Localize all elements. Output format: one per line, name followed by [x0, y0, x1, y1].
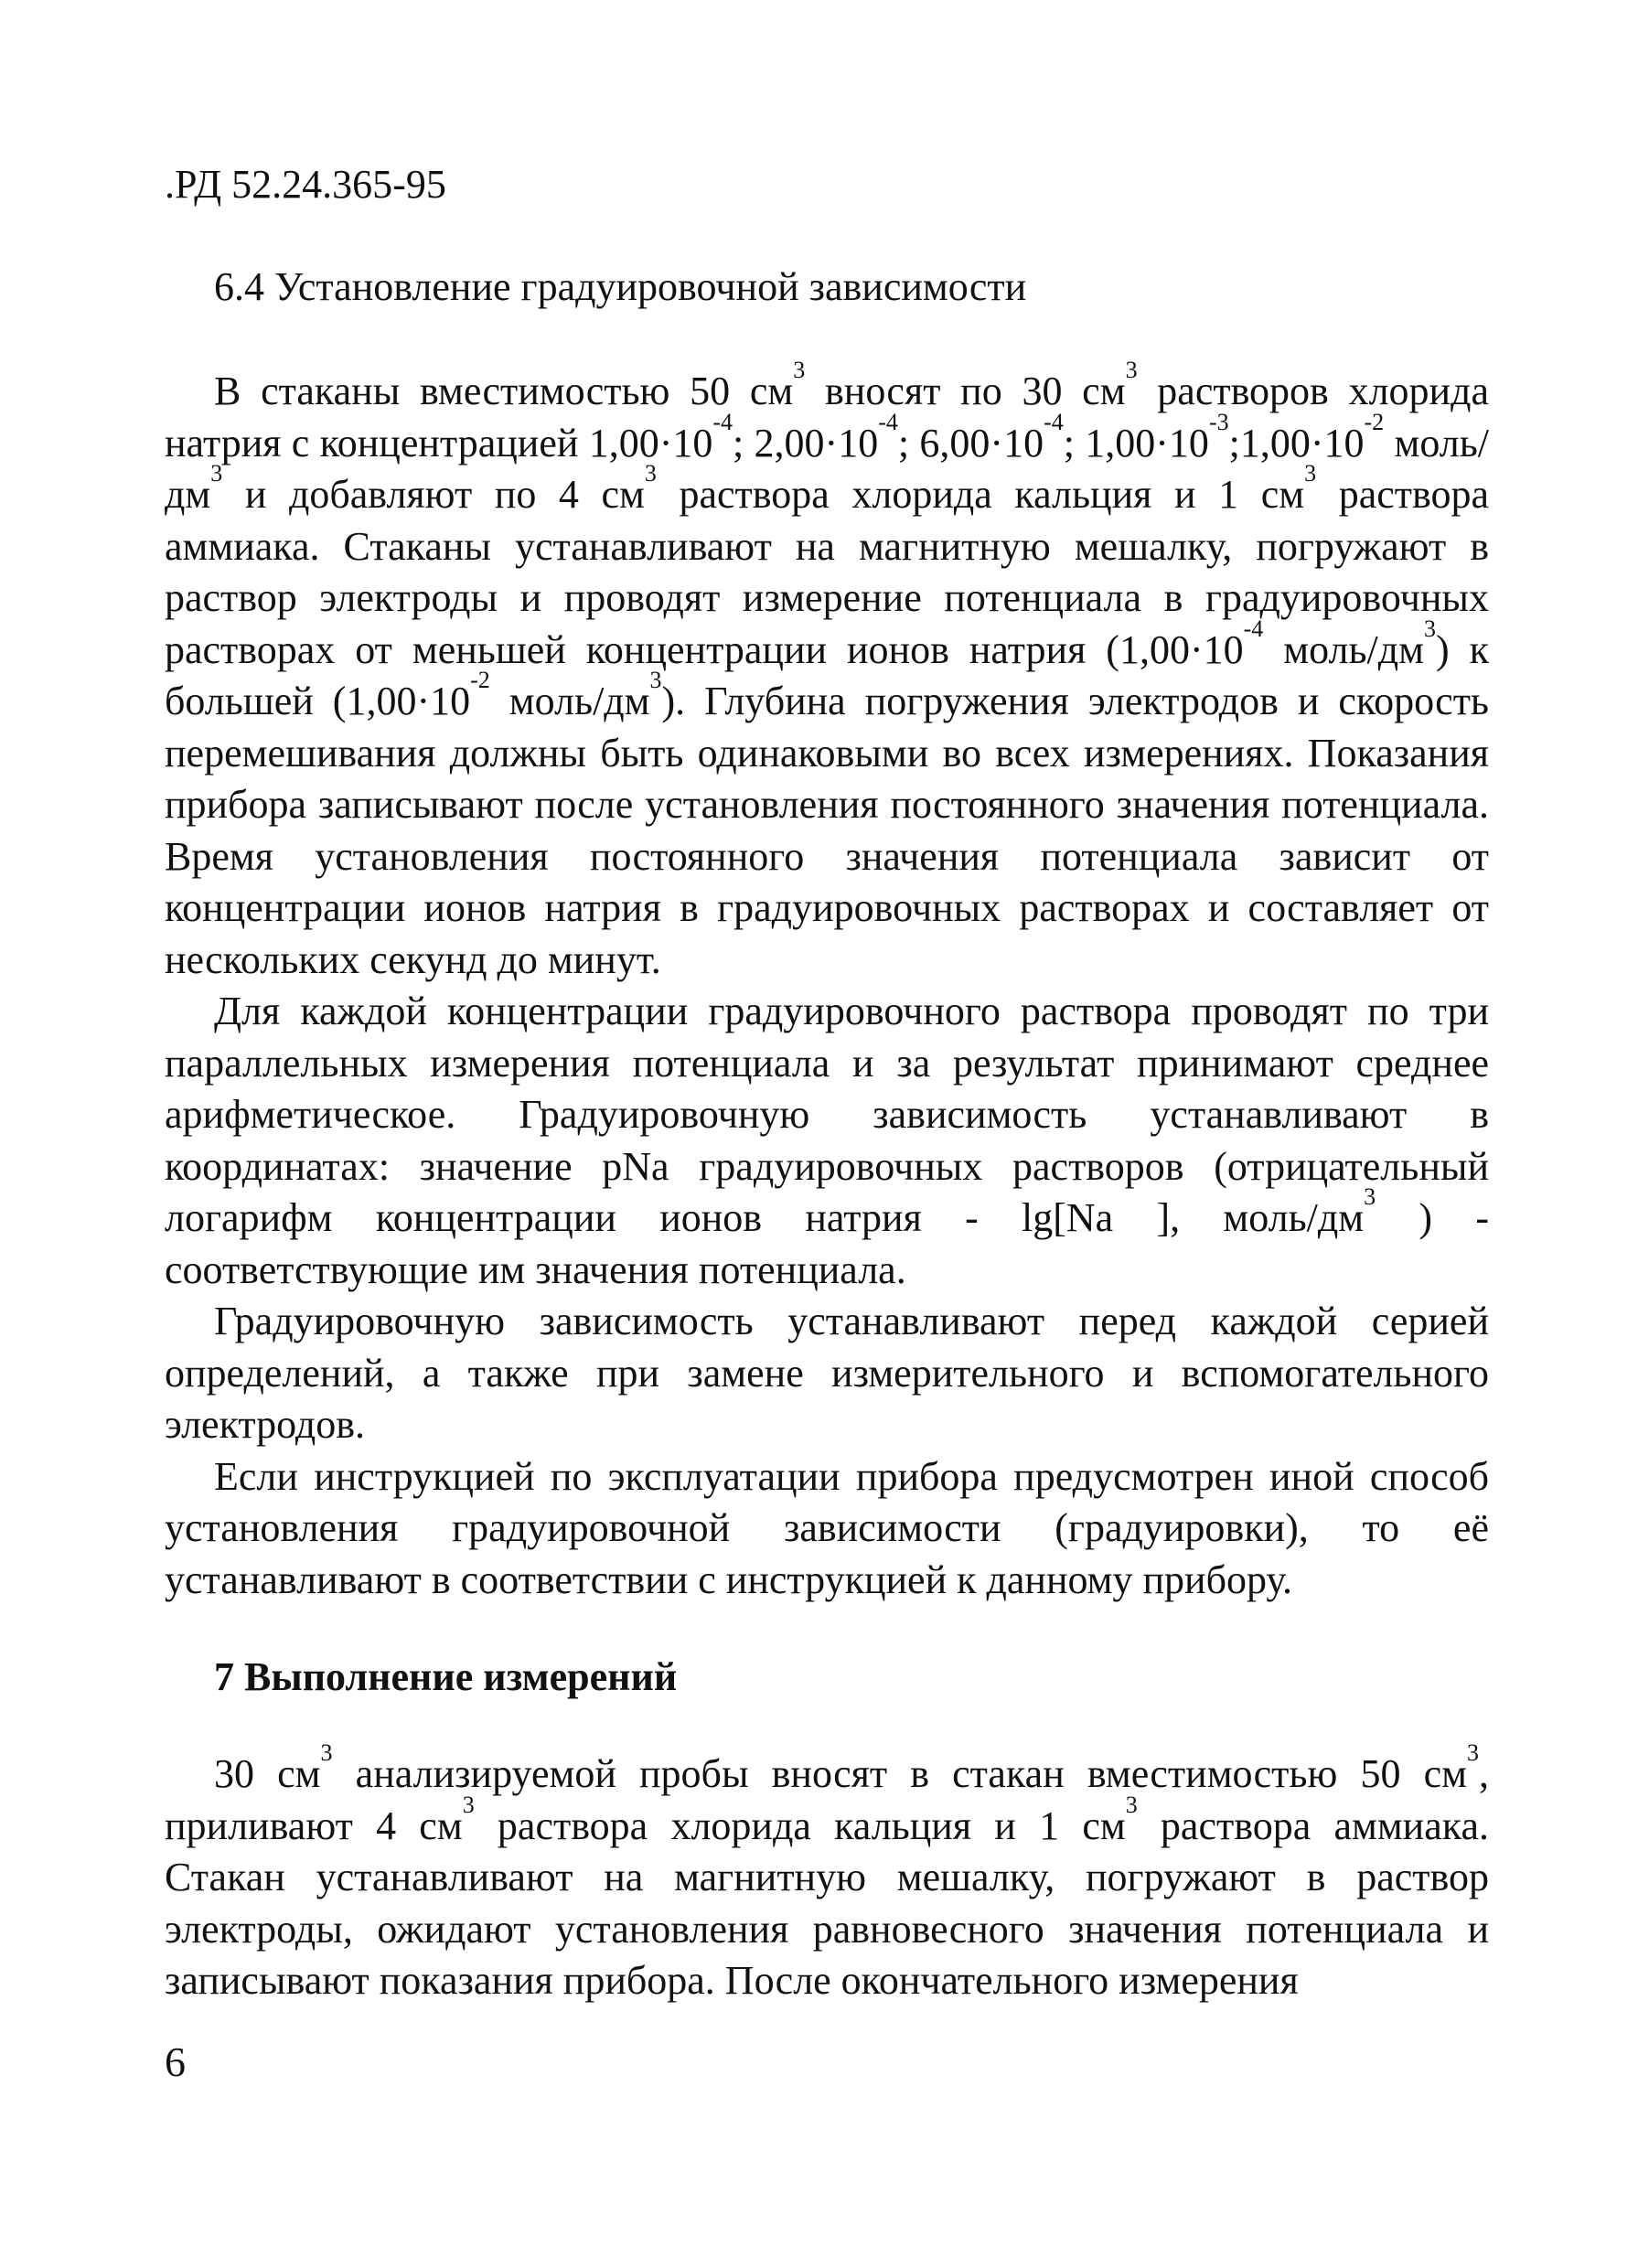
superscript: 3: [1364, 1183, 1376, 1210]
text-run: анализируемой пробы вносят в стакан вместимостью 50 см: [332, 1751, 1467, 1796]
superscript: -2: [1364, 408, 1385, 435]
superscript: 3: [644, 460, 657, 487]
section-6-4-body: [165, 357, 1489, 1606]
superscript: 3: [1125, 1791, 1138, 1818]
paragraph-measurement-procedure: [165, 1739, 1489, 2007]
superscript: -4: [1243, 615, 1264, 642]
text-run: раствора аммиака. Стаканы устанавливают на магнитную мешалку, погружают в раствор электроды и проводят измерение потенциала в градуировочных растворах от меньшей концентрации ионов натрия (1,00·10: [165, 472, 1489, 672]
text-run: ) - соответствующие им значения потенциала.: [165, 1195, 1489, 1292]
superscript: -4: [712, 408, 733, 435]
superscript: 3: [1424, 615, 1436, 642]
text-run: раствора аммиака. Стакан устанавливают на магнитную мешалку, погружают в раствор электроды, ожидают установления равновесного значения потенциала и записывают показания прибора. После окончательного измерения: [165, 1803, 1489, 2003]
superscript: 3: [1467, 1739, 1479, 1766]
text-run: ;1,00·10: [1228, 420, 1365, 465]
paragraph-calibration-frequency: Градуировочную зависимость устанавливают перед каждой серией определений, а также при замене измерительного и вспомогательного электродов.: [165, 1299, 1489, 1447]
section-7-body: [165, 1739, 1489, 2007]
section-7-heading: 7 Выполнение измерений: [214, 1654, 678, 1699]
document-code: .РД 52.24.365-95: [165, 162, 446, 207]
text-run: ). Глубина погружения электродов и скорость перемешивания должны быть одинаковыми во всех измерениях. Показания прибора записывают после установления постоянного значения потенциала. Время установления постоянного значения потенциала зависит от концентрации ионов натрия в градуировочных растворах и составляет от нескольких секунд до минут.: [165, 679, 1489, 982]
page-number: 6: [165, 2038, 186, 2085]
paragraph-instrument-instructions: Если инструкцией по эксплуатации прибора предусмотрен иной способ установления градуировочной зависимости (градуировки), то её устанавливают в соответствии с инструкцией к данному прибору.: [165, 1453, 1489, 1602]
text-run: раствора хлорида кальция и 1 см: [474, 1803, 1126, 1848]
text-run: моль/дм: [165, 420, 1489, 517]
text-run: В стаканы вместимостью 50 см: [214, 369, 794, 413]
superscript: 3: [1304, 460, 1317, 487]
superscript: -3: [1208, 408, 1229, 435]
paragraph-calibration-coordinates: [165, 986, 1489, 1296]
text-run: ; 6,00·10: [897, 420, 1044, 465]
text-run: ; 1,00·10: [1063, 420, 1209, 465]
text-run: растворов хлорида натрия с концентрацией 1,00·10: [165, 369, 1489, 465]
text-run: моль/дм: [1263, 626, 1424, 672]
superscript: 3: [462, 1791, 475, 1818]
text-run: и добавляют по 4 см: [222, 472, 645, 517]
section-6-4-heading: 6.4 Установление градуировочной зависимости: [214, 264, 1027, 309]
text-run: ) к большей (1,00·10: [165, 626, 1489, 723]
superscript: 3: [210, 460, 223, 487]
text-run: раствора хлорида кальция и 1 см: [656, 472, 1305, 517]
text-run: Для каждой концентрации градуировочного раствора проводят по три параллельных измерения потенциала и за результат принимают среднее арифметическое. Градуировочную зависимость устанавливают в координатах: значение pNa градуировочных растворов (отрицательный логарифм концентрации ионов натрия - lg[Na ], моль/дм: [165, 989, 1489, 1240]
text-run: 30 см: [214, 1751, 321, 1796]
superscript: -2: [470, 667, 490, 693]
superscript: -4: [878, 408, 898, 435]
text-run: вносят по 30 см: [805, 369, 1126, 413]
superscript: 3: [320, 1739, 333, 1766]
superscript: -4: [1044, 408, 1064, 435]
text-run: ; 2,00·10: [733, 420, 879, 465]
superscript: 3: [1125, 357, 1138, 383]
superscript: 3: [649, 667, 662, 693]
paragraph-calibration-procedure: [165, 357, 1489, 986]
text-run: моль/дм: [489, 679, 650, 723]
superscript: 3: [793, 357, 806, 383]
text-run: , приливают 4 см: [165, 1751, 1489, 1848]
